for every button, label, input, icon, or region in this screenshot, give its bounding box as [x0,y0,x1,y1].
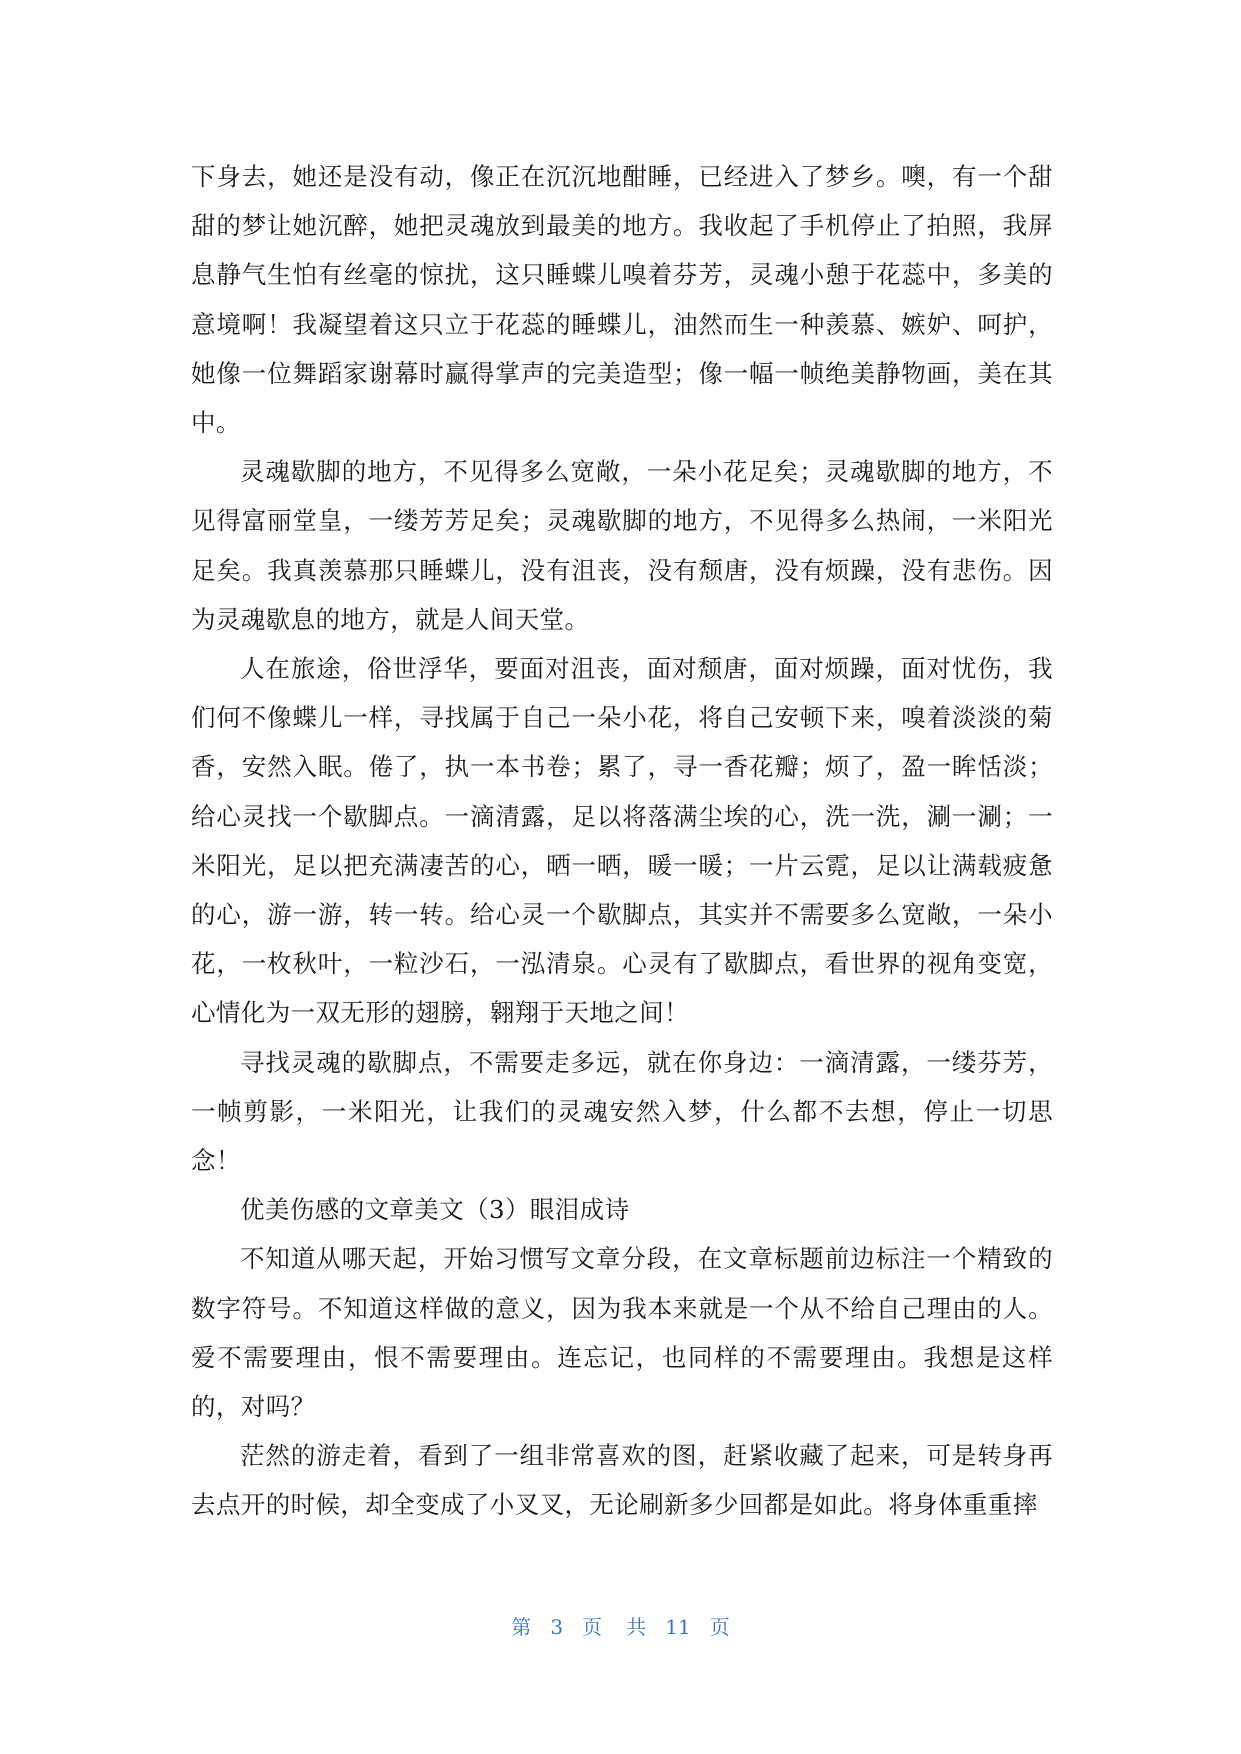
paragraph: 茫然的游走着，看到了一组非常喜欢的图，赶紧收藏了起来，可是转身再去点开的时候，却全变成了小叉叉，无论刷新多少回都是如此。将身体重重摔 [191,1441,1053,1520]
section-heading: 优美伤感的文章美文（3）眼泪成诗 [240,1195,630,1225]
paragraph: 灵魂歇脚的地方，不见得多么宽敞，一朵小花足矣；灵魂歇脚的地方，不见得富丽堂皇，一缕芳芳足矣；灵魂歇脚的地方，不见得多么热闹，一米阳光足矣。我真羡慕那只睡蝶儿，没有沮丧，没有颓唐，没有烦躁，没有悲伤。因为灵魂歇息的地方，就是人间天堂。 [191,457,1053,634]
paragraph: 不知道从哪天起，开始习惯写文章分段，在文章标题前边标注一个精致的数字符号。不知道这样做的意义，因为我本来就是一个从不给自己理由的人。爱不需要理由，恨不需要理由。连忘记，也同样的不需要理由。我想是这样的，对吗？ [191,1244,1053,1422]
footer-total-pages: 11 [665,1615,691,1639]
footer-middle: 页共 [582,1615,671,1639]
paragraph: 寻找灵魂的歇脚点，不需要走多远，就在你身边：一滴清露，一缕芬芳，一帧剪影，一米阳光，让我们的灵魂安然入梦，什么都不去想，停止一切思念！ [191,1047,1053,1176]
footer-suffix: 页 [709,1615,730,1639]
page-number-footer [0,1612,1241,1642]
footer-current-page: 3 [550,1615,564,1639]
document-body [191,152,1053,1530]
paragraph: 人在旅途，俗世浮华，要面对沮丧，面对颓唐，面对烦躁，面对忧伤，我们何不像蝶儿一样，寻找属于自己一朵小花，将自己安顿下来，嗅着淡淡的菊香，安然入眠。倦了，执一本书卷；累了，寻一香花瓣；烦了，盈一眸恬淡；给心灵找一个歇脚点。一滴清露，足以将落满尘埃的心，洗一洗，涮一涮；一米阳光，足以把充满凄苦的心，晒一晒，暖一暖；一片云霓，足以让满载疲惫的心，游一游，转一转。给心灵一个歇脚点，其实并不需要多么宽敞，一朵小花，一枚秋叶，一粒沙石，一泓清泉。心灵有了歇脚点，看世界的视角变宽，心情化为一双无形的翅膀，翱翔于天地之间！ [191,654,1053,1028]
paragraph-continued: 下身去，她还是没有动，像正在沉沉地酣睡，已经进入了梦乡。噢，有一个甜甜的梦让她沉醉，她把灵魂放到最美的地方。我收起了手机停止了拍照，我屏息静气生怕有丝毫的惊扰，这只睡蝶儿嗅着芬芳，灵魂小憩于花蕊中，多美的意境啊！我凝望着这只立于花蕊的睡蝶儿，油然而生一种羡慕、嫉妒、呵护，她像一位舞蹈家谢幕时赢得掌声的完美造型；像一幅一帧绝美静物画，美在其中。 [191,162,1053,438]
footer-prefix: 第 [511,1615,532,1639]
